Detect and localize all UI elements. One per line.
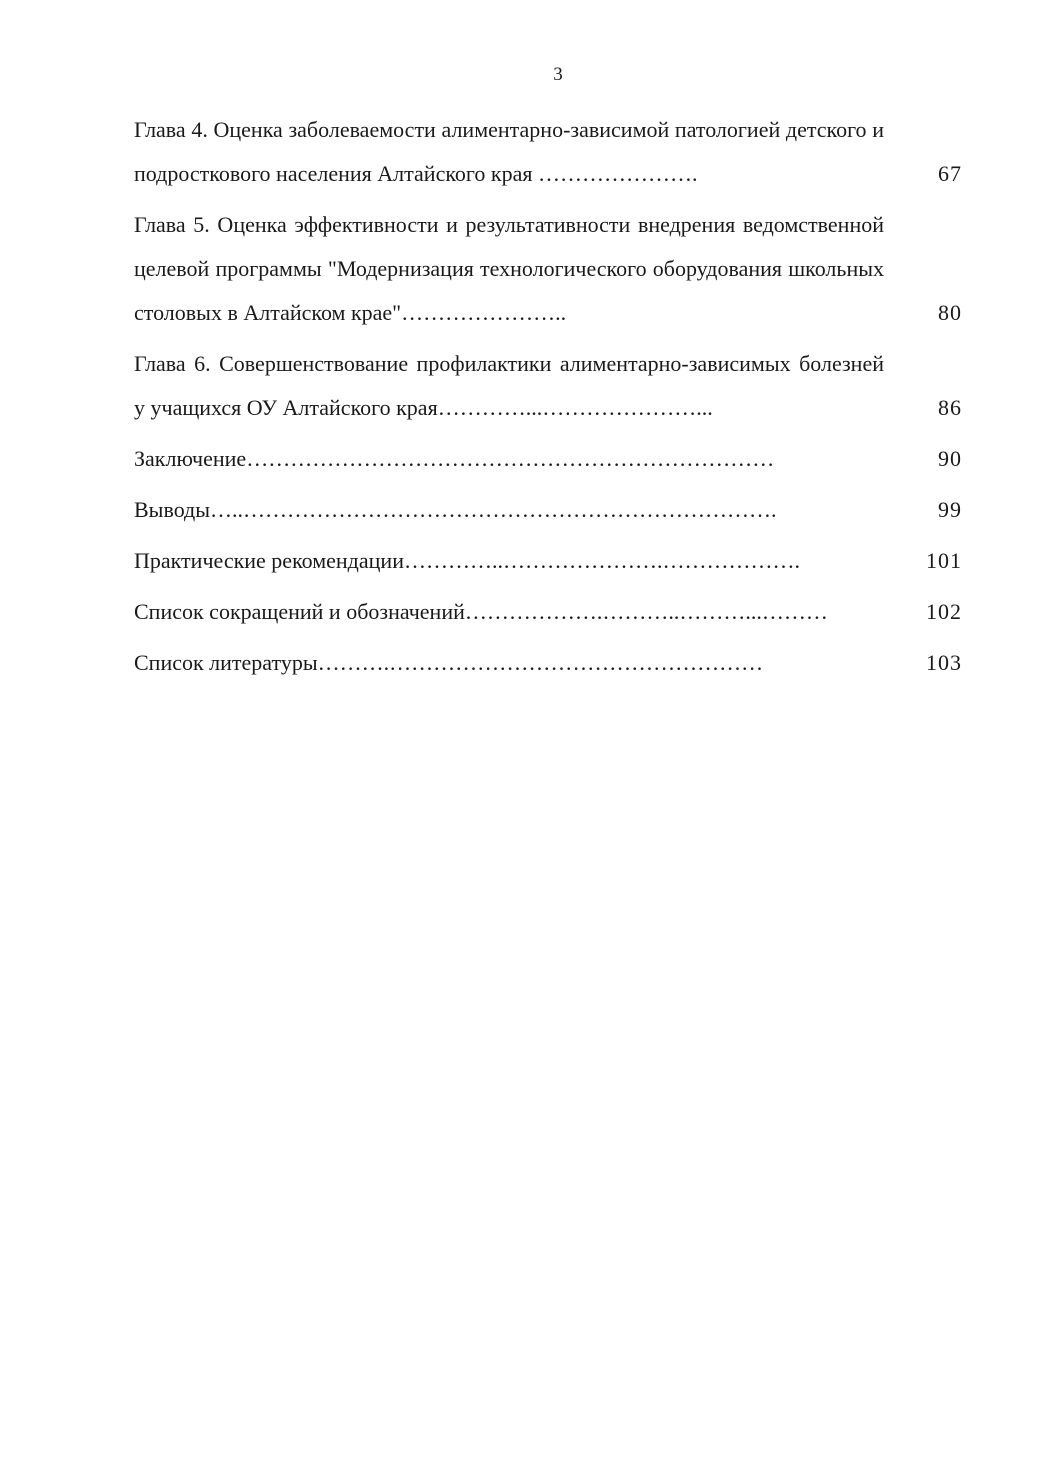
toc-entry-title: Заключение……………………………………………………………… (134, 446, 775, 471)
toc-entry-chapter-5[interactable] (134, 203, 962, 335)
page-number: 3 (553, 64, 563, 85)
table-of-contents (134, 108, 962, 685)
toc-entry-recommendations[interactable] (134, 539, 962, 583)
toc-entry-title: Список сокращений и обозначений……………….………..………...……… (134, 599, 828, 624)
toc-entry-abbreviations[interactable] (134, 590, 962, 634)
toc-entry-chapter-4[interactable] (134, 108, 962, 196)
toc-entry-page: 67 (938, 161, 962, 186)
toc-entry-title: Практические рекомендации…………..………………….………………. (134, 548, 800, 573)
toc-entry-page: 86 (938, 395, 962, 420)
toc-entry-title: Глава 4. Оценка заболеваемости алиментарно-зависимой патологией детского и подросткового населения Алтайского края …………………. (134, 117, 890, 186)
toc-entry-page: 103 (926, 650, 962, 675)
toc-entry-title: Список литературы……….…………………………………………… (134, 650, 764, 675)
toc-entry-chapter-6[interactable] (134, 342, 962, 430)
toc-entry-page: 80 (938, 300, 962, 325)
toc-entry-findings[interactable] (134, 488, 962, 532)
toc-entry-page: 99 (938, 497, 962, 522)
toc-entry-title: Глава 6. Совершенствование профилактики алиментарно-зависимых болезней у учащихся ОУ Алтайского края…………...…………………... (134, 351, 890, 420)
toc-entry-references[interactable] (134, 641, 962, 685)
toc-entry-title: Выводы…..………………………………………………………………. (134, 497, 777, 522)
toc-entry-page: 102 (926, 599, 962, 624)
toc-entry-title: Глава 5. Оценка эффективности и результативности внедрения ведомственной целевой программы "Модернизация технологического оборудования школьных столовых в Алтайском крае"………………….. (134, 212, 890, 325)
toc-entry-page: 90 (938, 446, 962, 471)
toc-entry-page: 101 (926, 548, 962, 573)
toc-entry-conclusion[interactable] (134, 437, 962, 481)
